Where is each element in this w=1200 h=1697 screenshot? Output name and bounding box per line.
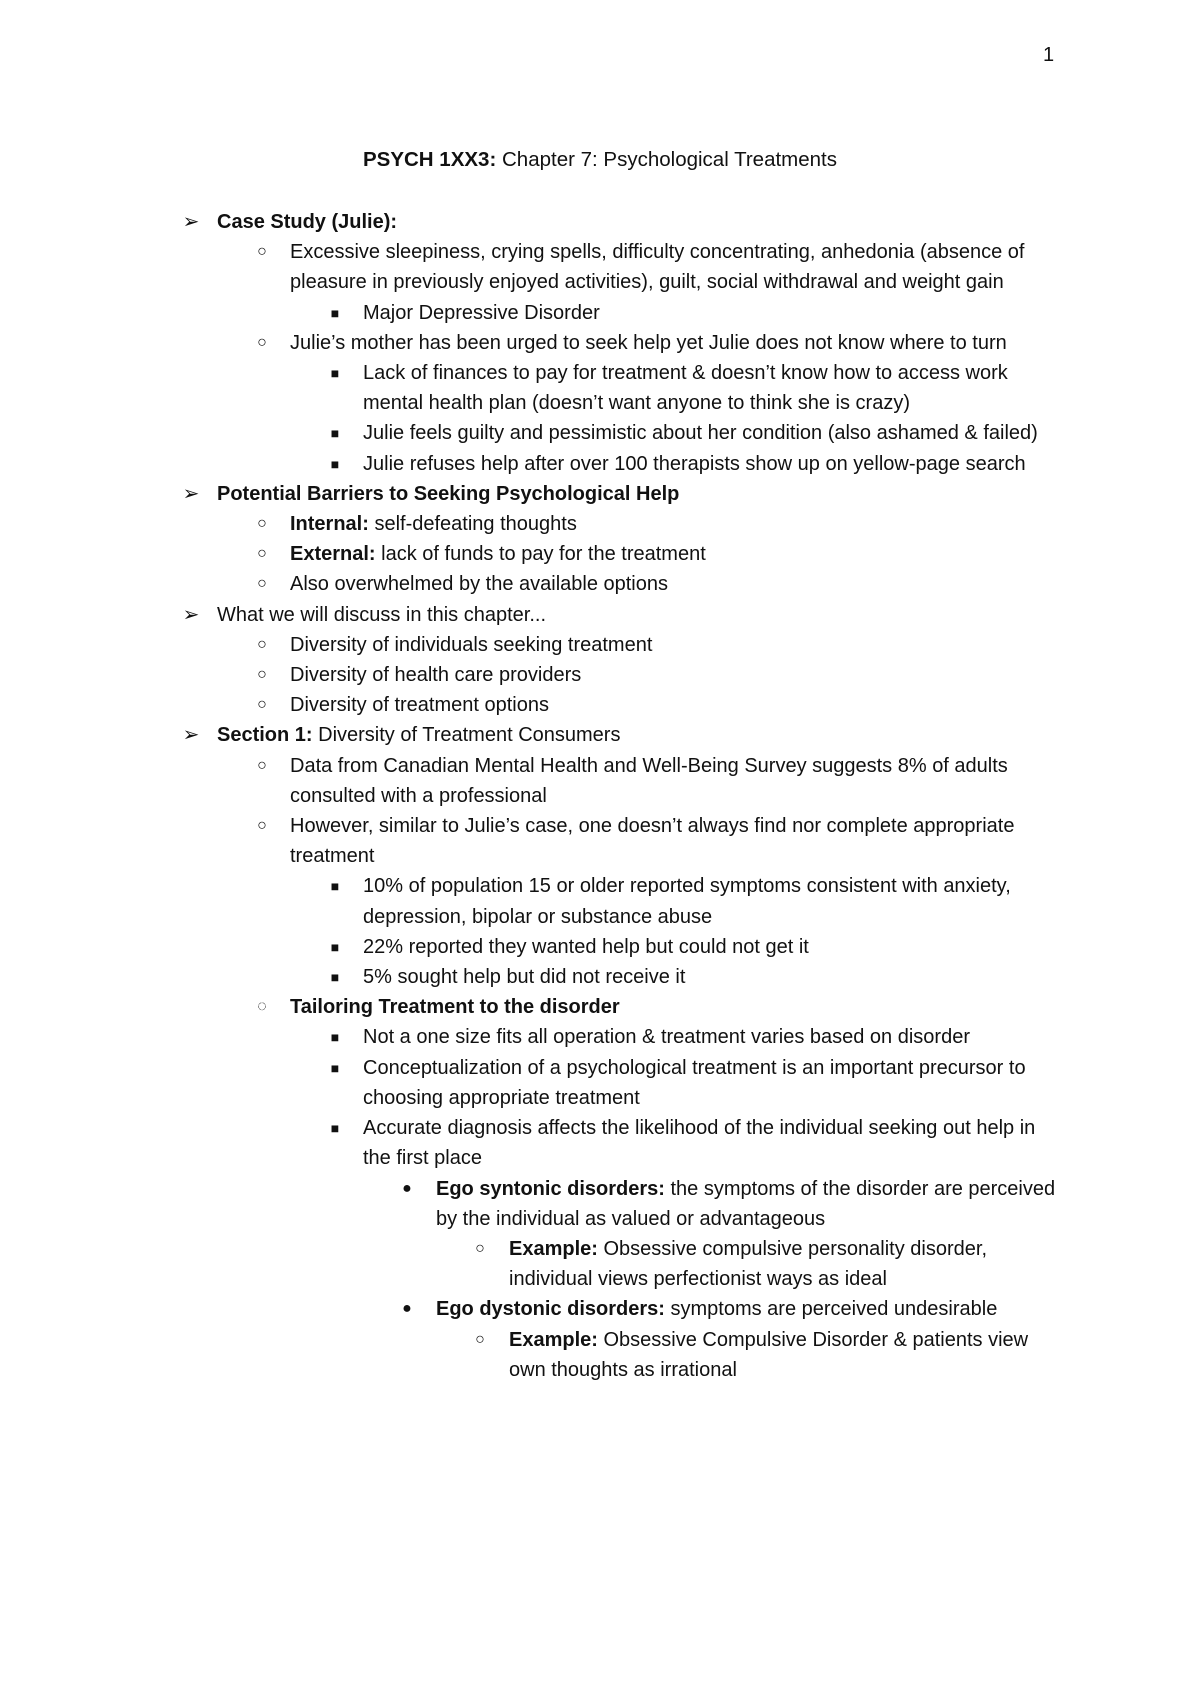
bullet-icon: ■ (330, 1120, 340, 1137)
outline-item (0, 962, 1200, 992)
outline-item-text (290, 509, 1060, 539)
outline-item (0, 509, 1200, 539)
outline-item-text (217, 600, 1047, 630)
outline-item-body: Julie refuses help after over 100 therapists show up on yellow-page search (363, 452, 1026, 475)
bullet-icon: ◌ (257, 998, 267, 1016)
outline-item-body: Accurate diagnosis affects the likelihood of the individual seeking out help in the first place (363, 1117, 1036, 1170)
bullet-icon: ○ (257, 333, 267, 351)
outline-item (0, 992, 1200, 1022)
outline-item-body: Obsessive Compulsive Disorder & patients view own thoughts as irrational (509, 1328, 1029, 1381)
outline-item-bold: Potential Barriers to Seeking Psychological Help (217, 482, 680, 505)
outline-item-text (290, 328, 1060, 358)
bullet-icon: ■ (330, 1059, 340, 1076)
outline-item-text (290, 690, 1060, 720)
bullet-icon: ■ (330, 304, 340, 321)
bullet-icon: ➢ (182, 211, 200, 233)
outline-item (0, 751, 1200, 811)
outline-item-body: Major Depressive Disorder (363, 301, 600, 324)
bullet-icon: ○ (257, 575, 267, 593)
page-number: 1 (1043, 44, 1055, 66)
outline-item (0, 660, 1200, 690)
outline-item-body: What we will discuss in this chapter... (217, 603, 547, 626)
outline-item-bold: Tailoring Treatment to the disorder (290, 996, 620, 1019)
outline-item-body: Diversity of individuals seeking treatment (290, 633, 653, 656)
outline-item-body: Julie feels guilty and pessimistic about her condition (also ashamed & failed) (363, 422, 1038, 445)
bullet-icon: ○ (257, 635, 267, 653)
outline-item (0, 811, 1200, 871)
bullet-icon: ○ (257, 696, 267, 714)
bullet-icon: ➢ (182, 482, 200, 505)
outline-item-bold: Example: (509, 1328, 598, 1351)
bullet-icon: ○ (475, 1239, 485, 1257)
bullet-icon: ○ (475, 1330, 485, 1348)
outline-item-text (290, 811, 1060, 871)
outline-item-text (363, 449, 1063, 479)
outline-item-body: the symptoms of the disorder are perceived by the individual as valued or advantageous (436, 1177, 1056, 1230)
bullet-icon: ■ (330, 455, 340, 472)
outline-item (0, 1234, 1200, 1294)
outline-item-text (290, 237, 1060, 297)
outline-item (0, 871, 1200, 931)
bullet-icon: ■ (330, 365, 340, 382)
outline-item (0, 1174, 1200, 1234)
outline-item-bold: Ego syntonic disorders: (436, 1177, 665, 1200)
outline-item (0, 569, 1200, 599)
outline-item-body: 22% reported they wanted help but could not get it (363, 935, 809, 958)
bullet-icon: ➢ (182, 603, 200, 626)
chapter-title: Chapter 7: Psychological Treatments (502, 148, 837, 171)
bullet-icon: ➢ (182, 724, 200, 747)
outline-item-text (290, 992, 1060, 1022)
outline-item-body: Diversity of treatment options (290, 694, 549, 717)
outline-item-text (363, 358, 1063, 418)
outline-item-text (436, 1294, 1066, 1324)
outline-item (0, 720, 1200, 750)
outline-item (0, 1113, 1200, 1173)
outline-item-body: Lack of finances to pay for treatment & doesn’t know how to access work mental health plan (doesn’t want anyone to think she is crazy) (363, 362, 1008, 415)
outline-item-body: symptoms are perceived undesirable (664, 1298, 998, 1321)
outline-item (0, 418, 1200, 448)
outline-item (0, 600, 1200, 630)
outline-item (0, 539, 1200, 569)
outline-item-text (436, 1174, 1066, 1234)
document-title (0, 148, 1200, 172)
outline-item-text (217, 207, 1047, 237)
outline-item-text (363, 932, 1063, 962)
outline-item-bold: External: (290, 543, 376, 566)
outline-item (0, 1053, 1200, 1113)
bullet-icon: ● (402, 1300, 412, 1318)
bullet-icon: ○ (257, 545, 267, 563)
outline-item-text (509, 1325, 1069, 1385)
outline-item-body: 10% of population 15 or older reported symptoms consistent with anxiety, depression, bipolar or substance abuse (363, 875, 1011, 928)
course-code: PSYCH 1XX3: (362, 148, 497, 171)
outline-item-body: Also overwhelmed by the available options (290, 573, 668, 596)
outline-item-text (290, 539, 1060, 569)
outline-item-text (363, 962, 1063, 992)
outline-item (0, 298, 1200, 328)
outline-item-body: However, similar to Julie’s case, one doesn’t always find nor complete appropriate treatment (290, 815, 1015, 868)
outline-item-body: self-defeating thoughts (368, 513, 577, 536)
outline-item (0, 479, 1200, 509)
outline-item (0, 1325, 1200, 1385)
outline-item-body: Conceptualization of a psychological treatment is an important precursor to choosing appropriate treatment (363, 1056, 1026, 1109)
outline-item-bold: Internal: (290, 513, 369, 536)
bullet-icon: ● (402, 1179, 412, 1197)
bullet-icon: ○ (257, 666, 267, 684)
outline-item-bold: Example: (509, 1237, 598, 1260)
outline-item-body: Diversity of Treatment Consumers (312, 724, 621, 747)
outline-item-bold: Ego dystonic disorders: (436, 1298, 665, 1321)
outline-item-body: 5% sought help but did not receive it (363, 966, 686, 989)
outline-item (0, 207, 1200, 237)
bullet-icon: ■ (330, 1029, 340, 1046)
bullet-icon: ■ (330, 938, 340, 955)
outline-item (0, 237, 1200, 297)
outline-item-text (290, 751, 1060, 811)
outline-item-bold: Case Study (Julie): (217, 211, 398, 233)
outline-item-body: Excessive sleepiness, crying spells, difficulty concentrating, anhedonia (absence of pleasure in previously enjoyed activities), guilt, social withdrawal and weight gain (290, 241, 1025, 294)
bullet-icon: ■ (330, 878, 340, 895)
outline-item-text (290, 569, 1060, 599)
outline-item-text (363, 1113, 1063, 1173)
outline-item-text (363, 1022, 1063, 1052)
outline-item-body: Data from Canadian Mental Health and Well-Being Survey suggests 8% of adults consulted with a professional (290, 754, 1008, 807)
outline-item-text (290, 630, 1060, 660)
bullet-icon: ○ (257, 817, 267, 835)
bullet-icon: ○ (257, 515, 267, 533)
outline-item-text (363, 871, 1063, 931)
bullet-icon: ○ (257, 756, 267, 774)
outline-item-text (509, 1234, 1069, 1294)
outline-item (0, 1294, 1200, 1324)
outline-item (0, 328, 1200, 358)
outline-item-body: lack of funds to pay for the treatment (375, 543, 706, 566)
outline-item-text (217, 720, 1047, 750)
outline-item (0, 1022, 1200, 1052)
outline-item (0, 449, 1200, 479)
outline-item-body: Obsessive compulsive personality disorder, individual views perfectionist ways as ideal (509, 1237, 987, 1291)
outline-item-bold: Section 1: (217, 724, 313, 747)
outline-item (0, 932, 1200, 962)
bullet-icon: ■ (330, 425, 340, 442)
outline-item-text (363, 1053, 1063, 1113)
outline-item-text (363, 298, 1063, 328)
bullet-icon: ○ (257, 243, 267, 261)
outline-item-body: Diversity of health care providers (290, 664, 582, 687)
outline-item-text (217, 479, 1047, 509)
bullet-icon: ■ (330, 969, 340, 986)
outline-item-body: Julie’s mother has been urged to seek help yet Julie does not know where to turn (290, 331, 1007, 354)
outline-item-text (290, 660, 1060, 690)
outline-item (0, 690, 1200, 720)
outline-item-text (363, 418, 1063, 448)
outline-item-body: Not a one size fits all operation & treatment varies based on disorder (363, 1026, 970, 1049)
notes-outline (0, 207, 1200, 1385)
outline-item (0, 630, 1200, 660)
outline-item (0, 358, 1200, 418)
